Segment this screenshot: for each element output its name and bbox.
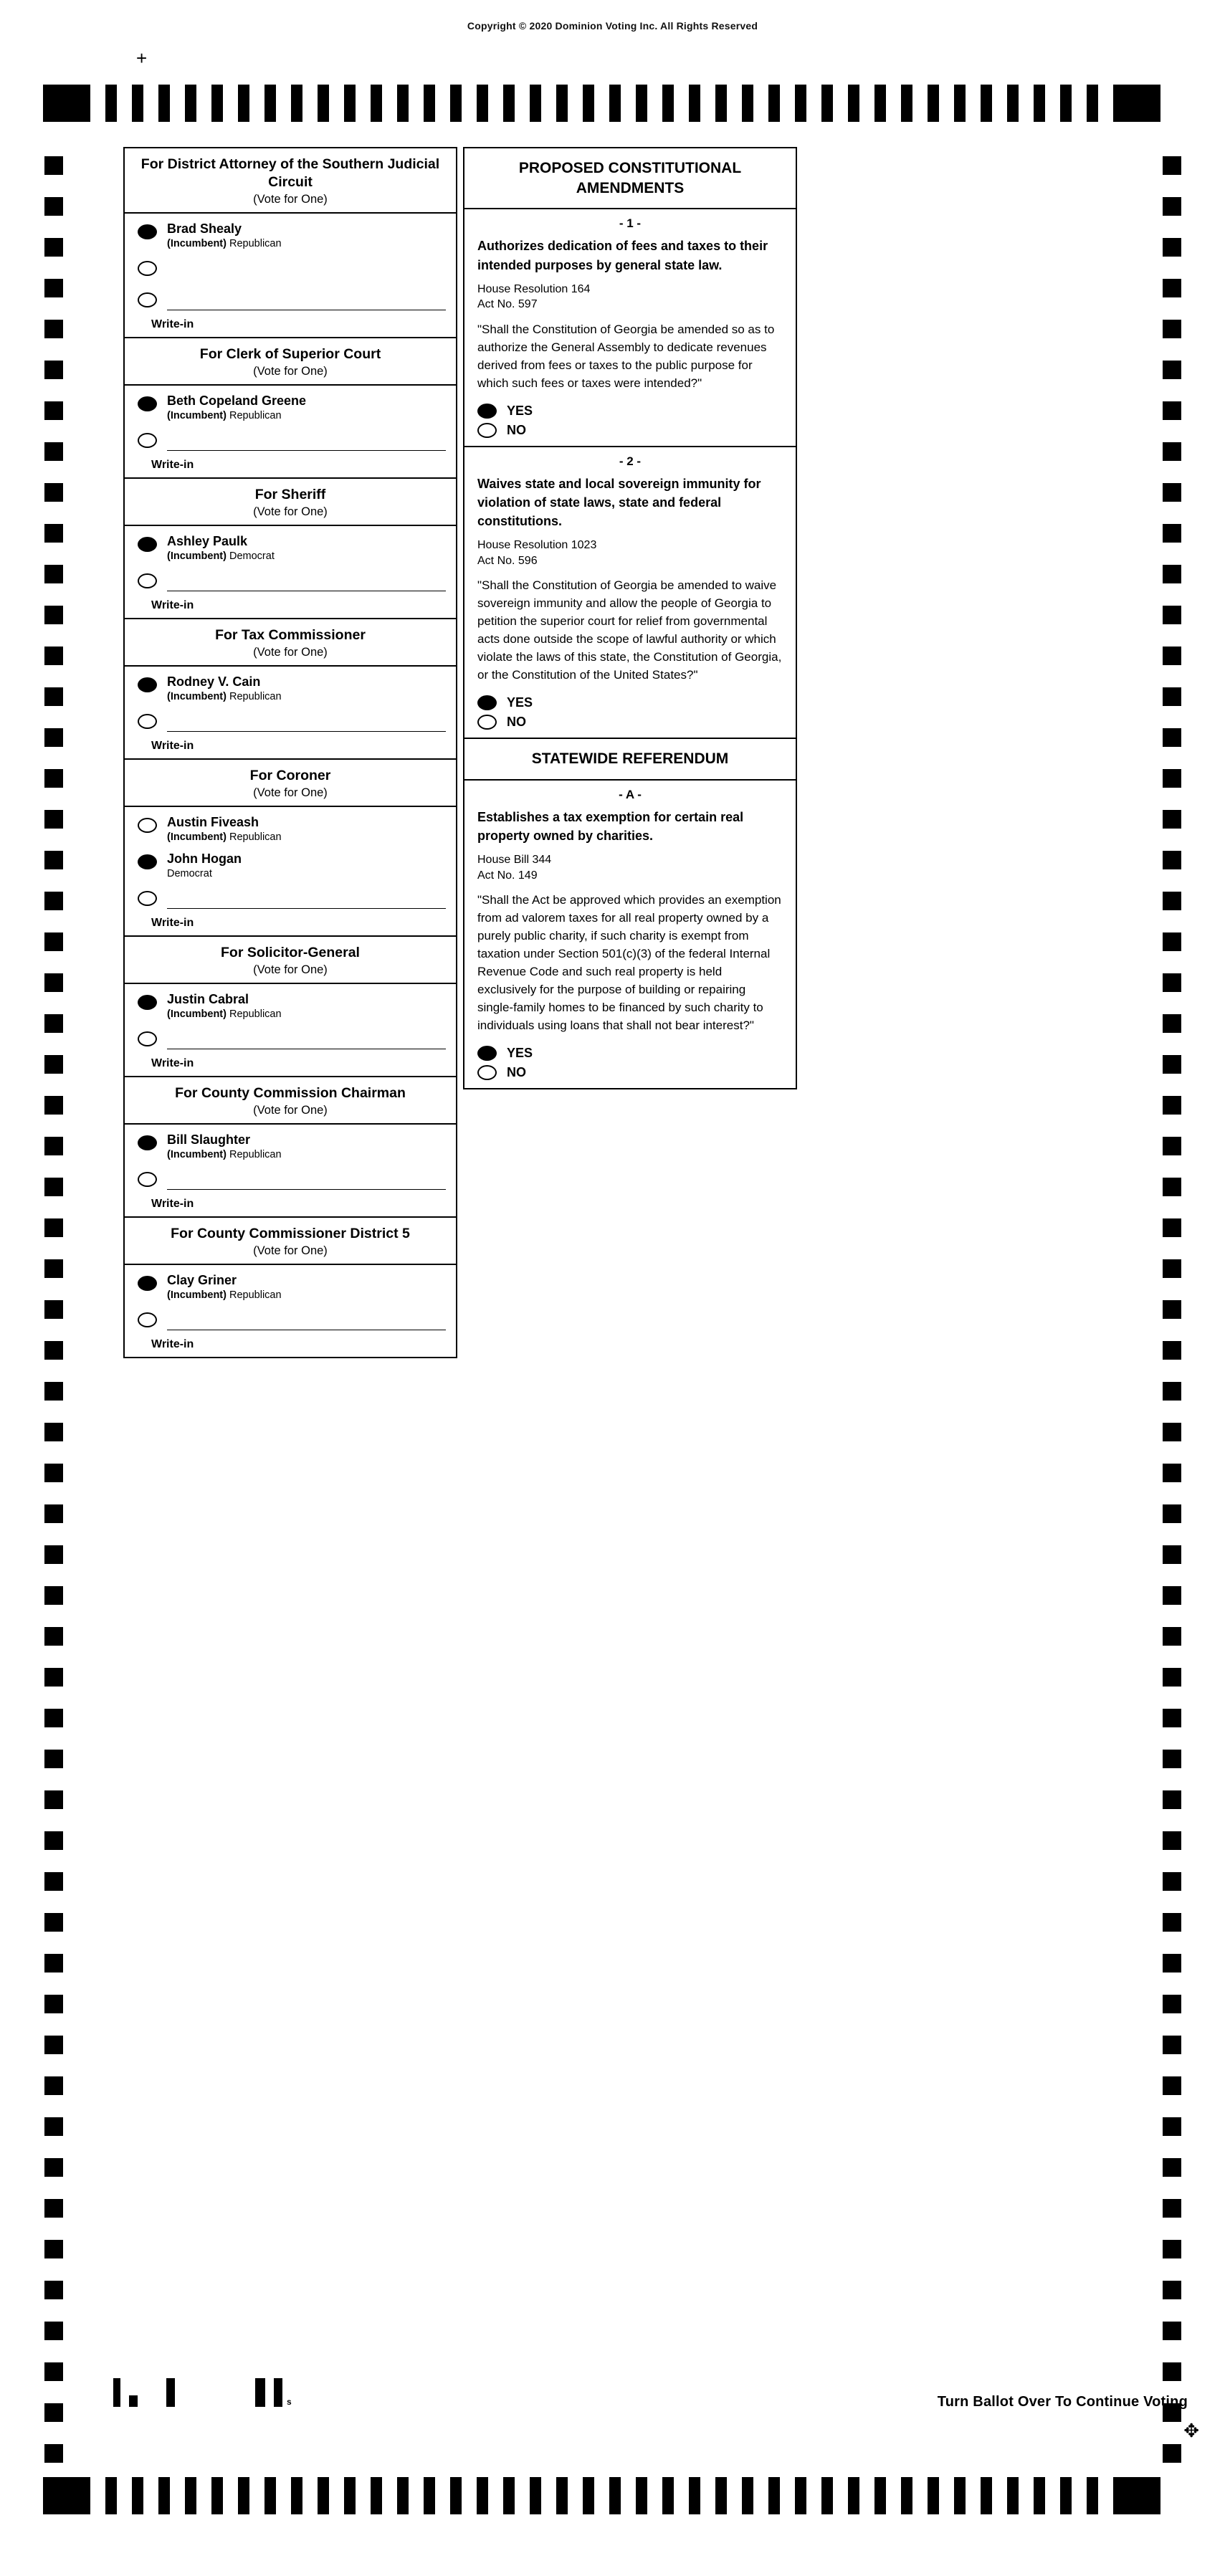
candidate-name: Bill Slaughter <box>167 1132 251 1148</box>
candidate-list <box>125 526 456 618</box>
question-reference <box>464 538 796 577</box>
vote-instruction: (Vote for One) <box>253 1244 328 1258</box>
contest-title: For Clerk of Superior Court <box>199 345 381 362</box>
vote-instruction: (Vote for One) <box>253 646 328 659</box>
vote-instruction: (Vote for One) <box>253 364 328 378</box>
candidate-name: Clay Griner <box>167 1273 237 1288</box>
candidate-option[interactable] <box>125 671 456 707</box>
copyright-notice: Copyright © 2020 Dominion Voting Inc. All Rights Reserved <box>467 20 758 32</box>
write-in-option[interactable] <box>125 567 456 598</box>
contest-block <box>123 147 457 338</box>
yes-label: YES <box>507 403 533 418</box>
filled-oval-icon[interactable] <box>138 1276 157 1291</box>
candidate-name: Brad Shealy <box>167 221 242 236</box>
write-in-line[interactable] <box>167 290 446 310</box>
party-label: Republican <box>226 690 282 702</box>
candidate-option[interactable] <box>125 811 456 848</box>
candidate-name: Justin Cabral <box>167 992 249 1007</box>
contests-column <box>123 147 457 1357</box>
statewide-referendum-header: STATEWIDE REFERENDUM <box>463 738 797 781</box>
filled-oval-icon[interactable] <box>138 224 157 239</box>
filled-oval-icon[interactable] <box>477 695 497 710</box>
filled-oval-icon[interactable] <box>138 1135 157 1150</box>
candidate-option[interactable] <box>125 254 456 286</box>
contest-title: For Solicitor-General <box>221 945 360 961</box>
candidate-option[interactable] <box>125 848 456 884</box>
candidate-party <box>167 831 282 844</box>
contest-block <box>123 1216 457 1358</box>
question-reference <box>464 852 796 892</box>
candidate-option[interactable] <box>125 530 456 567</box>
party-label: Democrat <box>167 867 212 879</box>
candidate-party <box>167 1289 282 1302</box>
question-text: "Shall the Act be approved which provides an exemption from ad valorem taxes for all real property owned by a purely public charity, if such charity is exempt from taxation under Section 501(c)(3) of the federal Internal Revenue Code and such real property is held exclusively for the purpose of building or repairing single-family homes to be financed by such charity to individuals using loans that shall not bear interest?" <box>477 893 781 1033</box>
no-label: NO <box>507 422 526 437</box>
write-in-label: Write-in <box>151 459 194 472</box>
question-reference-line2: Act No. 596 <box>477 554 538 567</box>
candidate-list <box>125 667 456 758</box>
candidate-option[interactable] <box>125 1129 456 1165</box>
incumbent-label: (Incumbent) <box>167 1289 227 1301</box>
question-reference-line1: House Resolution 164 <box>477 282 591 295</box>
incumbent-label: (Incumbent) <box>167 237 227 249</box>
party-label: Republican <box>226 1148 282 1160</box>
incumbent-label: (Incumbent) <box>167 831 227 843</box>
write-in-option[interactable] <box>125 286 456 318</box>
party-label: Republican <box>226 237 282 249</box>
party-label: Republican <box>226 1289 282 1301</box>
vote-instruction: (Vote for One) <box>253 505 328 518</box>
vote-instruction: (Vote for One) <box>253 192 328 206</box>
write-in-label: Write-in <box>151 1057 194 1070</box>
ballot-question <box>463 779 797 1089</box>
candidate-name: Rodney V. Cain <box>167 674 261 689</box>
contest-title: For County Commission Chairman <box>175 1085 406 1102</box>
write-in-line[interactable] <box>167 1310 446 1330</box>
write-in-line[interactable] <box>167 1029 446 1049</box>
contest-title: For County Commissioner District 5 <box>171 1226 410 1242</box>
candidate-option[interactable] <box>125 988 456 1025</box>
contest-block <box>123 618 457 760</box>
write-in-label: Write-in <box>151 318 194 330</box>
ballot-question <box>463 208 797 447</box>
party-label: Republican <box>226 409 282 421</box>
no-label: NO <box>507 715 526 730</box>
question-reference <box>464 282 796 321</box>
no-option[interactable] <box>464 1063 796 1082</box>
candidate-list <box>125 1125 456 1216</box>
contest-block <box>123 337 457 479</box>
write-in-line[interactable] <box>167 711 446 732</box>
question-reference-line1: House Resolution 1023 <box>477 539 597 552</box>
write-in-option[interactable] <box>125 884 456 916</box>
candidate-party <box>167 1149 282 1161</box>
write-in-option[interactable] <box>125 1025 456 1056</box>
contest-block <box>123 935 457 1077</box>
party-label: Republican <box>226 831 282 843</box>
questions-column <box>463 147 797 1088</box>
write-in-option[interactable] <box>125 1306 456 1337</box>
filled-oval-icon[interactable] <box>138 854 157 869</box>
empty-oval-icon[interactable] <box>477 1065 497 1080</box>
empty-oval-icon[interactable] <box>477 715 497 730</box>
question-text: "Shall the Constitution of Georgia be amended to waive sovereign immunity and allow the people of Georgia to petition the superior court for relief from governmental acts done outside the scope of lawful authority or which violate the laws of this state, the Constitution of Georgia, or the Constitution of the United States?" <box>477 578 782 682</box>
question-summary: Authorizes dedication of fees and taxes to their intended purposes by general state law. <box>477 239 768 272</box>
candidate-list <box>125 807 456 935</box>
candidate-party <box>167 410 306 422</box>
ballot-content <box>123 147 797 1357</box>
contest-title: For Coroner <box>249 768 331 784</box>
turn-ballot-over-text: Turn Ballot Over To Continue Voting <box>937 2394 1188 2410</box>
contest-block <box>123 758 457 937</box>
no-option[interactable] <box>464 712 796 732</box>
filled-oval-icon[interactable] <box>138 537 157 552</box>
yes-option[interactable] <box>464 693 796 712</box>
yes-label: YES <box>507 695 533 710</box>
timing-marks-left <box>44 156 63 2485</box>
empty-oval-icon[interactable] <box>138 1172 157 1187</box>
incumbent-label: (Incumbent) <box>167 409 227 421</box>
candidate-party <box>167 238 282 250</box>
no-option[interactable] <box>464 421 796 440</box>
question-summary: Establishes a tax exemption for certain real property owned by charities. <box>477 809 744 843</box>
timing-marks-bottom <box>43 2477 1160 2514</box>
empty-oval-icon[interactable] <box>138 292 157 307</box>
filled-oval-icon[interactable] <box>138 396 157 411</box>
question-reference-line2: Act No. 149 <box>477 869 538 882</box>
candidate-party <box>167 868 242 880</box>
empty-oval-icon[interactable] <box>138 891 157 906</box>
candidate-name: Ashley Paulk <box>167 533 248 548</box>
empty-oval-icon[interactable] <box>477 423 497 438</box>
footer-id-marks <box>108 2374 452 2418</box>
filled-oval-icon[interactable] <box>138 995 157 1010</box>
ballot-question <box>463 446 797 739</box>
candidate-list <box>125 386 456 477</box>
write-in-label: Write-in <box>151 740 194 753</box>
write-in-line[interactable] <box>167 1169 446 1190</box>
write-in-option[interactable] <box>125 426 456 458</box>
candidate-list <box>125 1265 456 1357</box>
write-in-label: Write-in <box>151 599 194 612</box>
footer-mark-label: s <box>287 2397 292 2407</box>
question-number: - 2 - <box>619 454 642 468</box>
incumbent-label: (Incumbent) <box>167 550 227 562</box>
party-label: Democrat <box>226 550 275 562</box>
no-label: NO <box>507 1065 526 1080</box>
incumbent-label: (Incumbent) <box>167 1008 227 1020</box>
empty-oval-icon[interactable] <box>138 573 157 588</box>
question-reference-line2: Act No. 597 <box>477 298 538 311</box>
registration-mark-top-left: + <box>136 47 148 69</box>
question-text: "Shall the Constitution of Georgia be amended so as to authorize the General Assembly to dedicate revenues derived from fees or taxes to the public purpose for which such fees or taxes were intended?" <box>477 322 775 390</box>
candidate-name: Austin Fiveash <box>167 815 259 830</box>
contest-title: For District Attorney of the Southern Judicial Circuit <box>140 156 440 190</box>
question-reference-line1: House Bill 344 <box>477 854 552 867</box>
party-label: Republican <box>226 1008 282 1020</box>
contest-block <box>123 477 457 619</box>
candidate-option[interactable] <box>125 218 456 254</box>
filled-oval-icon[interactable] <box>477 404 497 419</box>
write-in-label: Write-in <box>151 1198 194 1211</box>
empty-oval-icon[interactable] <box>138 1312 157 1327</box>
empty-oval-icon[interactable] <box>138 818 157 833</box>
candidate-option[interactable] <box>125 1269 456 1306</box>
timing-marks-top <box>43 85 1160 122</box>
vote-instruction: (Vote for One) <box>253 786 328 800</box>
empty-oval-icon[interactable] <box>138 1031 157 1046</box>
question-options <box>464 400 796 440</box>
write-in-label: Write-in <box>151 1338 194 1351</box>
write-in-option[interactable] <box>125 707 456 739</box>
yes-option[interactable] <box>464 1044 796 1063</box>
question-number: - 1 - <box>619 216 642 231</box>
question-options <box>464 1042 796 1082</box>
question-number: - A - <box>619 787 642 801</box>
contest-title: For Tax Commissioner <box>215 627 366 644</box>
candidate-list <box>125 984 456 1076</box>
incumbent-label: (Incumbent) <box>167 1148 227 1160</box>
candidate-list <box>125 214 456 337</box>
candidate-party <box>167 550 275 563</box>
vote-instruction: (Vote for One) <box>253 1104 328 1117</box>
write-in-label: Write-in <box>151 917 194 930</box>
write-in-line[interactable] <box>167 888 446 909</box>
contest-title: For Sheriff <box>254 487 326 503</box>
candidate-name: Beth Copeland Greene <box>167 393 307 408</box>
candidate-option[interactable] <box>125 390 456 426</box>
write-in-line[interactable] <box>167 430 446 451</box>
candidate-party <box>167 691 282 703</box>
question-options <box>464 692 796 732</box>
write-in-line[interactable] <box>167 571 446 591</box>
candidate-name: John Hogan <box>167 851 242 867</box>
yes-label: YES <box>507 1046 533 1061</box>
vote-instruction: (Vote for One) <box>253 963 328 977</box>
question-summary: Waives state and local sovereign immunity for violation of state laws, state and federal constitutions. <box>477 476 761 528</box>
alignment-arrow-icon: ✥ <box>1183 2420 1199 2441</box>
filled-oval-icon[interactable] <box>477 1046 497 1061</box>
timing-marks-right <box>1163 156 1181 2485</box>
yes-option[interactable] <box>464 401 796 421</box>
proposed-amendments-header: PROPOSED CONSTITUTIONAL AMENDMENTS <box>463 147 797 209</box>
write-in-option[interactable] <box>125 1165 456 1197</box>
incumbent-label: (Incumbent) <box>167 690 227 702</box>
empty-oval-icon[interactable] <box>138 433 157 448</box>
empty-oval-icon[interactable] <box>138 261 157 276</box>
empty-oval-icon[interactable] <box>138 714 157 729</box>
contest-block <box>123 1076 457 1218</box>
filled-oval-icon[interactable] <box>138 677 157 692</box>
candidate-party <box>167 1008 282 1021</box>
